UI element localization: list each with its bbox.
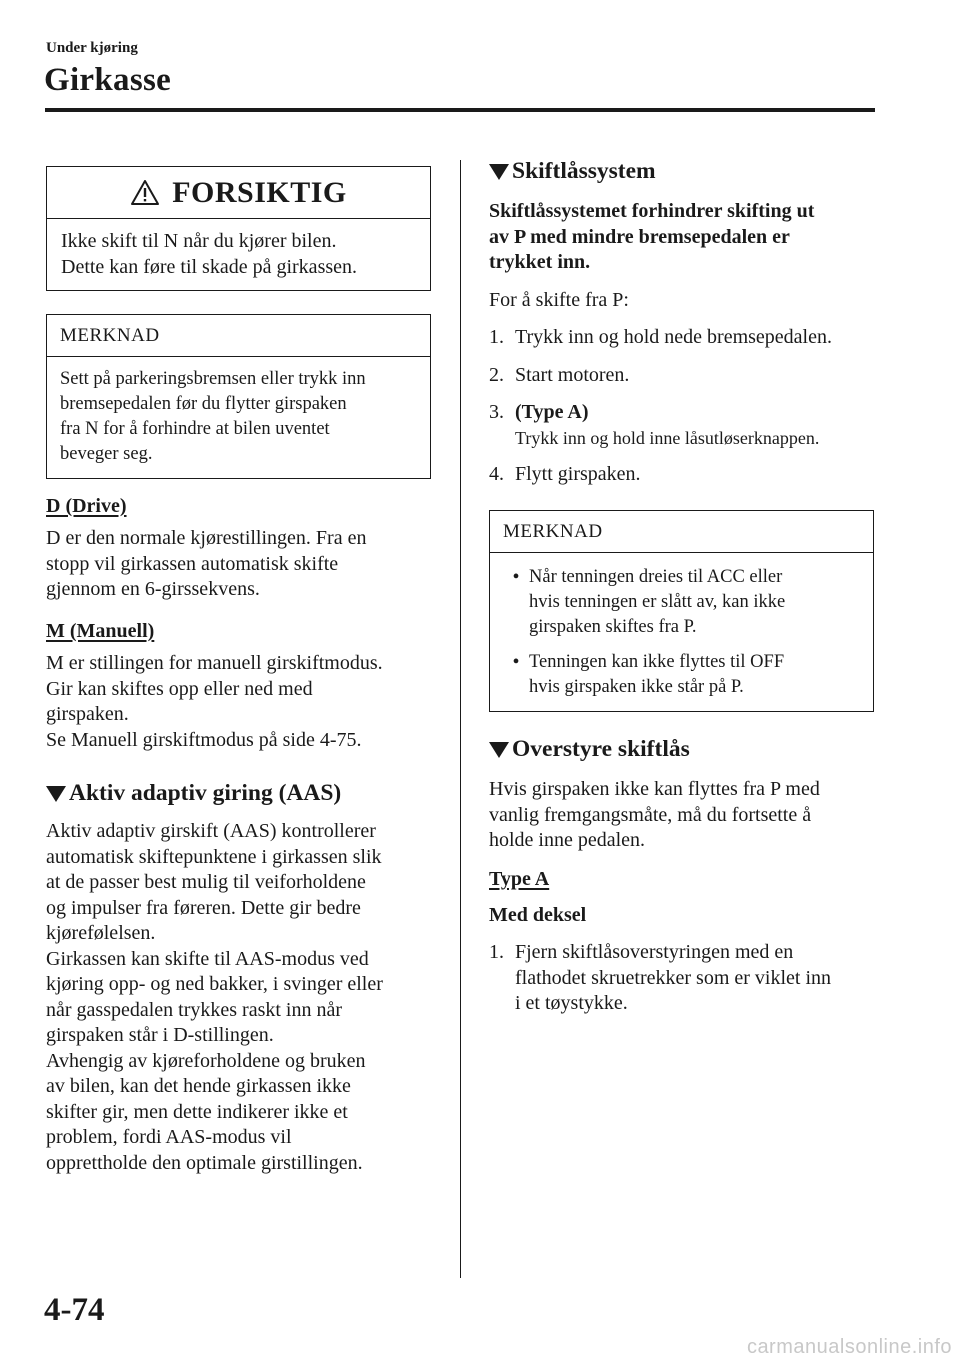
step-item — [489, 363, 879, 389]
note-title: MERKNAD — [490, 511, 873, 553]
aas-line: Aktiv adaptiv girskift (AAS) kontrollerer — [46, 820, 376, 842]
note-box-1 — [46, 314, 431, 479]
aas-section — [46, 780, 441, 1176]
shiftlock-steps — [489, 325, 879, 487]
step-number: 1. — [489, 941, 504, 963]
aas-line: girspaken står i D-stillingen. — [46, 1024, 274, 1046]
override-line: holde inne pedalen. — [489, 829, 646, 851]
aas-line: kjørefølelsen. — [46, 922, 156, 944]
aas-line: når gasspedalen trykkes raskt inn når — [46, 998, 343, 1021]
step-label: (Type A) — [515, 401, 589, 423]
cover-heading: Med deksel — [489, 903, 587, 926]
note-line: beveger seg. — [60, 444, 153, 464]
note-box-2 — [489, 510, 874, 712]
step-text: Trykk inn og hold inne låsutløserknappen. — [515, 427, 820, 448]
override-step — [489, 940, 881, 1017]
note-bullet-line: Når tenningen dreies til ACC eller — [529, 567, 783, 587]
override-step-line: flathodet skruetrekker som er viklet inn — [515, 966, 832, 989]
manual-line: girspaken. — [46, 703, 129, 725]
aas-line: av bilen, kan det hende girkassen ikke — [46, 1075, 351, 1097]
caution-line: Ikke skift til N når du kjører bilen. — [61, 230, 337, 252]
note-bullet-line: girspaken skiftes fra P. — [529, 617, 697, 637]
manual-line: Gir kan skiftes opp eller ned med — [46, 677, 313, 700]
aas-line: at de passer best mulig til veiforholdene — [46, 871, 366, 893]
shiftlock-bold-line: Skiftlåssystemet forhindrer skifting ut — [489, 200, 815, 222]
triangle-bullet-icon — [489, 164, 509, 180]
step-item — [489, 400, 879, 450]
page-title: Girkasse — [44, 62, 172, 98]
shiftlock-heading — [489, 158, 879, 185]
shiftlock-bold-line: av P med mindre bremsepedalen er — [489, 225, 790, 248]
override-heading-text: Overstyre skiftlås — [512, 736, 690, 762]
aas-line: automatisk skiftepunktene i girkassen slik — [46, 845, 382, 868]
step-text: Start motoren. — [515, 363, 630, 386]
column-divider — [460, 160, 461, 1278]
note-title: MERKNAD — [47, 315, 430, 357]
aas-line: kjøring opp- og ned bakker, i svinger eller — [46, 973, 383, 995]
step-text: Trykk inn og hold nede bremsepedalen. — [515, 326, 832, 348]
note-bullet-item — [503, 565, 860, 640]
note-bullet-line: Tenningen kan ikke flyttes til OFF — [529, 652, 785, 672]
aas-line: opprettholde den optimale girstillingen. — [46, 1151, 363, 1174]
aas-line: problem, fordi AAS-modus vil — [46, 1126, 292, 1148]
bullet-dot-icon: • — [512, 651, 520, 673]
note-bullets — [490, 553, 873, 720]
manual-line: M er stillingen for manuell girskiftmodus. — [46, 652, 383, 674]
step-number: 1. — [489, 326, 504, 348]
caution-header — [47, 167, 430, 219]
section-label: Under kjøring — [46, 40, 138, 56]
aas-line: Girkassen kan skifte til AAS-modus ved — [46, 947, 369, 970]
note-bullet-line: hvis girspaken ikke står på P. — [529, 677, 744, 697]
override-step-line: Fjern skiftlåsoverstyringen med en — [515, 941, 794, 963]
step-item — [489, 462, 879, 488]
caution-box — [46, 166, 431, 291]
note-line: Sett på parkeringsbremsen eller trykk inn — [60, 369, 366, 389]
override-line: vanlig fremgangsmåte, må du fortsette å — [489, 803, 812, 826]
drive-line: gjennom en 6-girssekvens. — [46, 578, 260, 600]
bullet-dot-icon: • — [512, 566, 520, 588]
manual-heading: M (Manuell) — [46, 620, 155, 642]
page-number: 4-74 — [44, 1292, 105, 1328]
header-rule — [45, 108, 875, 112]
step-text: Flytt girspaken. — [515, 462, 641, 485]
caution-title: FORSIKTIG — [172, 175, 347, 209]
step-number: 3. — [489, 401, 504, 423]
drive-heading: D (Drive) — [46, 495, 127, 517]
type-heading: Type A — [489, 867, 550, 890]
override-section — [489, 736, 881, 1017]
step-number: 4. — [489, 462, 504, 485]
shiftlock-bold-line: trykket inn. — [489, 251, 591, 273]
note-line: fra N for å forhindre at bilen uventet — [60, 419, 330, 439]
aas-line: Avhengig av kjøreforholdene og bruken — [46, 1049, 366, 1072]
caution-line: Dette kan føre til skade på girkassen. — [61, 255, 358, 278]
drive-line: D er den normale kjørestillingen. Fra en — [46, 527, 367, 549]
note-bullet-line: hvis tenningen er slått av, kan ikke — [529, 592, 786, 612]
watermark: carmanualsonline.info — [746, 1336, 952, 1358]
triangle-bullet-icon — [489, 742, 509, 758]
shiftlock-section — [489, 158, 879, 499]
note-line: bremsepedalen før du flytter girspaken — [60, 394, 347, 414]
shiftlock-intro: For å skifte fra P: — [489, 288, 629, 311]
warning-icon — [130, 178, 160, 208]
override-line: Hvis girspaken ikke kan flyttes fra P med — [489, 778, 820, 800]
step-number: 2. — [489, 363, 504, 386]
override-heading — [489, 736, 881, 763]
aas-line: skifter gir, men dette indikerer ikke et — [46, 1100, 348, 1123]
aas-line: og impulser fra føreren. Dette gir bedre — [46, 896, 361, 919]
manual-section — [46, 620, 441, 753]
shiftlock-heading-text: Skiftlåssystem — [512, 158, 656, 184]
manual-line: Se Manuell girskiftmodus på side 4-75. — [46, 728, 362, 751]
aas-heading-text: Aktiv adaptiv giring (AAS) — [69, 780, 342, 806]
note-body — [47, 357, 430, 477]
caution-body — [47, 219, 430, 290]
triangle-bullet-icon — [46, 786, 66, 802]
drive-line: stopp vil girkassen automatisk skifte — [46, 552, 339, 575]
override-step-line: i et tøystykke. — [515, 992, 628, 1014]
aas-heading — [46, 780, 441, 807]
drive-section — [46, 495, 436, 603]
step-item — [489, 325, 879, 351]
note-bullet-item — [503, 650, 860, 700]
